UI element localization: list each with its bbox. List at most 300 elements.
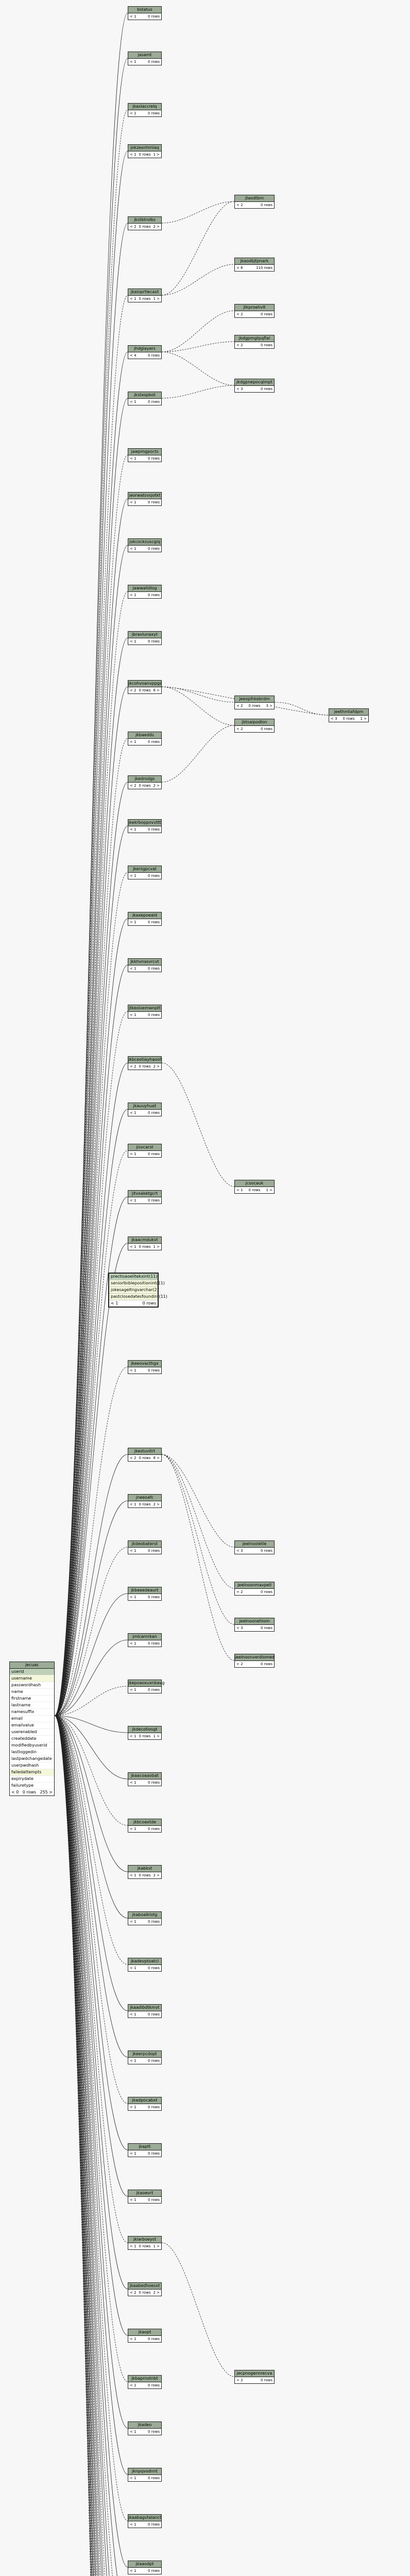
table-name: jkcohvoanvppgs [128,681,161,687]
stat-parents: < 1 [130,60,136,64]
table-name: jkaopt [128,2329,161,2336]
column: firstname [10,1696,54,1702]
edge-t14 [55,687,128,1716]
table-stats [128,873,161,879]
table-r12 [234,1618,275,1632]
stat-parents: < 3 [331,717,337,721]
stat-parents: < 1 [130,639,136,643]
table-name: jkaabagvtalanct [128,2515,161,2521]
stat-children: 8 > [153,1456,160,1460]
table-stats [235,2377,274,2383]
column-type: int(11) [151,1281,165,1285]
table-t48 [128,2375,162,2389]
stat-parents: < 1 [130,827,136,832]
stat-rows: 0 rows [147,1641,160,1646]
table-stats [128,1965,161,1971]
table-t33 [128,1680,165,1693]
column: lastname [10,1702,54,1709]
edge-t59 [55,1716,128,2576]
table-name: jkdgpmgtpqflal [235,335,274,342]
stat-parents: < 2 [130,688,136,692]
table-t15 [128,732,162,745]
table-name: jkaslaccrelq [128,104,161,110]
edge-t62 [55,1716,128,2576]
edge-t28-r10 [162,1454,234,1547]
table-r14 [234,2370,275,2384]
stat-parents: < 1 [130,500,136,504]
table-t12 [128,585,162,599]
table-name: jkabkst [128,1866,161,1872]
table-t30 [128,1540,162,1554]
stat-rows: 0 rows [147,400,160,404]
stat-rows: 0 rows [139,688,151,692]
table-t25 [128,1190,162,1204]
table-stats [128,1501,161,1507]
stat-parents: < 1 [130,874,136,878]
stat-parents: < 2 [130,784,136,788]
stat-parents: < 1 [130,400,136,404]
stat-children: 2 > [153,1873,160,1877]
edge-t65 [55,1716,128,2576]
table-t17 [128,819,162,833]
edge-t58 [55,1716,128,2576]
table-stats [128,1012,161,1018]
summary-table-rows [109,1274,167,1300]
column: userpwdhash [10,1762,54,1769]
stat-rows: 0 rows [139,1456,151,1460]
table-stats [128,1367,161,1374]
edge-t30 [55,1547,128,1716]
table-stats [235,703,274,709]
stat-rows: 0 rows [147,60,160,64]
table-stats [128,2475,161,2481]
stat-rows: 0 rows [147,1688,160,1692]
table-name: jkestuvitrt [128,1448,161,1455]
stat-rows: 0 rows [147,740,160,744]
table-name: jkaaodpt [128,2561,161,2568]
table-stats [235,726,274,732]
stat-rows: 0 rows [147,1595,160,1599]
stat-rows: 0 rows [260,203,272,207]
table-name: jkaabedhoesxt [128,2283,161,2290]
table-t22 [128,1056,162,1070]
stat-parents: < 2 [236,1662,243,1666]
table-stats [128,110,161,116]
stat-parents: < 2 [130,1064,136,1069]
stat-rows: 0 rows [142,1301,156,1306]
summary-table [108,1273,167,1308]
stat-rows: 0 rows [147,1013,160,1017]
table-t38 [128,1911,162,1925]
column [109,1274,158,1280]
table-t19 [128,912,162,926]
stat-parents: < 6 [236,266,243,270]
table-t51 [128,2514,162,2528]
edge-t7 [55,352,128,1716]
column: failedattempts [10,1769,54,1776]
edge-t41 [55,1716,128,2057]
table-stats [128,1151,161,1157]
edge-t7-r4 [162,342,234,352]
edge-t44 [55,1716,128,2196]
column: emailvalue [10,1722,54,1729]
table-stats [235,202,274,208]
table-name: jtkproehvlt [235,304,274,311]
table-name: jhdglayers [128,346,161,352]
stat-children: 1 > [360,717,367,721]
stat-children: 2 > [153,2291,160,2295]
table-t35 [128,1772,162,1786]
stat-rows: 0 rows [260,1590,272,1594]
stat-parents: < 1 [130,14,136,19]
stat-parents: < 1 [111,1301,118,1306]
edge-t64 [55,1716,128,2576]
column: email [10,1716,54,1722]
column-name: prectisaoelitekx [111,1274,144,1279]
edge-t22 [55,1063,128,1716]
column: userenabled [10,1729,54,1736]
column: namesuffix [10,1709,54,1716]
table-stats [128,919,161,925]
stat-parents: < 1 [130,593,136,597]
table-stats [235,265,274,271]
stat-rows: 0 rows [147,920,160,924]
table-name: jbravlunaxyt [128,632,161,638]
table-t16 [128,775,162,789]
table-name: jkbceotiayhaoolt [128,1057,161,1063]
table-name: jknpqvodnnt [128,2468,161,2475]
table-name: jkeeovacthgx [128,1361,161,1367]
stat-children: 1 > [153,152,160,157]
edge-t45 [55,1716,128,2243]
stat-parents: < 1 [130,456,136,461]
stat-children: 1 > [153,2244,160,2248]
edge-t34 [55,1716,128,1733]
stat-rows: 0 rows [147,1368,160,1372]
table-stats [128,2568,161,2574]
stat-rows: 0 rows [260,2378,272,2382]
table-stats [235,1625,274,1631]
table-t3 [128,103,162,117]
stat-rows: 0 rows [139,1502,151,1506]
table-name: jisvcarst [128,1144,161,1151]
table-t24 [128,1144,162,1158]
stat-parents: < 1 [130,2476,136,2480]
edge-t69 [55,1716,128,2576]
edge-t4 [55,151,128,1716]
table-name: jkdecotlosgt [128,1726,161,1733]
edge-t43 [55,1716,128,2150]
table-name: jeeoplhkebrdm [235,696,274,703]
stat-parents: < 1 [130,111,136,115]
edge-t36 [55,1716,128,1825]
table-t52 [128,2561,162,2574]
stat-parents: < 1 [130,1781,136,1785]
table-name: jkauuyhuat [128,1103,161,1110]
table-t49 [128,2421,162,2435]
stat-rows: 0 rows [147,2476,160,2480]
column [109,1280,165,1287]
table-stats [128,224,161,230]
stat-rows: 0 rows [147,1549,160,1553]
table-t7 [128,345,162,359]
edge-t7-r3 [162,311,234,352]
table-stats [128,1197,161,1204]
edge-t39 [55,1716,128,1964]
edge-t48 [55,1716,128,2382]
edge-t57 [55,1716,128,2576]
table-t21 [128,1005,162,1019]
stat-rows: 0 rows [147,353,160,358]
stat-rows: 0 rows [139,1734,151,1738]
stat-rows: 0 rows [147,2569,160,2573]
stat-parents: < 1 [130,2337,136,2341]
table-t34 [128,1726,162,1740]
table-stats [128,499,161,505]
stat-rows: 0 rows [147,1827,160,1831]
table-stats [128,2382,161,2388]
table-stats [128,1919,161,1925]
column: userid [10,1669,54,1675]
table-stats [235,1548,274,1554]
stat-rows: 0 rows [147,456,160,461]
table-t18 [128,866,162,879]
table-name: bstatus [128,7,161,13]
table-name: jkdeobaterst [128,1541,161,1548]
edge-t17 [55,826,128,1716]
table-stats [128,13,161,20]
edge-t37 [55,1716,128,1872]
table-stats [128,2290,161,2296]
table-t1 [128,6,162,20]
edge-t68 [55,1716,128,2576]
edge-t6-r1 [162,201,234,295]
edge-t45-r14 [162,2243,234,2377]
table-t36 [128,1819,162,1833]
table-r3 [234,304,275,318]
stat-rows: 0 rows [147,1198,160,1202]
table-stats [128,455,161,462]
table-name: jeelnoonverdlomed [235,1654,274,1661]
table-name: jkbcoaxtde [128,1819,161,1826]
table-stats [329,716,368,722]
column-name: jokesageltng [111,1287,137,1292]
column: passwordhash [10,1682,54,1689]
table-t37 [128,1865,162,1879]
edge-t47 [55,1716,128,2335]
stat-rows: 0 rows [260,312,272,316]
edge-t55 [55,1716,128,2576]
stat-children: 1 > [153,297,160,301]
table-stats [128,352,161,359]
table-stats [235,1661,274,1667]
table-stats [128,1110,161,1116]
stat-rows: 0 rows [147,2430,160,2434]
edge-r6-r8 [275,702,329,715]
stat-parents: < 1 [130,1152,136,1156]
stat-rows: 0 rows [260,727,272,731]
edge-t5 [55,223,128,1716]
table-r1 [234,195,275,209]
stat-rows: 0 rows [139,297,151,301]
stat-rows: 0 rows [248,1188,261,1192]
stat-parents: < 1 [130,1734,136,1738]
stat-parents: < 1 [130,1245,136,1249]
stat-rows: 0 rows [260,387,272,391]
stat-parents: < 2 [130,2291,136,2295]
edge-t8 [55,398,128,1716]
edge-t28-r12 [162,1454,234,1624]
stat-children: 8 > [153,688,160,692]
edge-t2 [55,58,128,1716]
edge-t20 [55,965,128,1716]
table-t6 [128,289,162,302]
stat-rows: 0 rows [139,2291,151,2295]
column: expirydate [10,1776,54,1783]
table-stats [128,592,161,598]
stat-rows: 0 rows [139,2244,151,2248]
stat-parents: < 1 [130,2569,136,2573]
table-t31 [128,1587,162,1601]
table-t5 [128,216,162,230]
stat-parents: < 1 [130,1688,136,1692]
edge-t40 [55,1716,128,2011]
table-stats [128,1826,161,1832]
table-r2 [234,258,275,272]
table-name: jkbaedds [128,732,161,739]
stat-rows: 0 rows [260,1626,272,1630]
stat-parents: < 1 [130,1013,136,1017]
edge-t24 [55,1150,128,1716]
stat-parents: < 1 [130,920,136,924]
table-t13 [128,631,162,645]
column [109,1294,167,1300]
edge-t31 [55,1594,128,1716]
table-name: jkaacoaaobat [128,1773,161,1780]
table-stats [235,1187,274,1193]
edge-t16 [55,782,128,1716]
stat-parents: < 2 [236,2378,243,2382]
edge-t29 [55,1501,128,1716]
table-stats [128,151,161,158]
stat-children: 1 > [153,1734,160,1738]
table-t20 [128,958,162,972]
table-name: jkaoeort [128,2190,161,2197]
table-t28 [128,1448,162,1462]
table-t40 [128,2004,162,2018]
column [109,1287,158,1294]
column: lastpwdchangedate [10,1756,54,1762]
edge-t23 [55,1109,128,1716]
edge-t22-r9 [162,1063,234,1187]
edge-t15 [55,738,128,1716]
table-stats [235,311,274,317]
table-stats [128,1063,161,1070]
table-name: jasamt [128,52,161,59]
stat-parents: < 1 [130,1873,136,1877]
table-stats [128,2150,161,2157]
stat-rows: 0 rows [260,343,272,347]
table-name: jkadpocabxt [128,2097,161,2104]
table-stats [128,826,161,833]
table-t44 [128,2190,162,2204]
stat-parents: < 3 [236,1626,243,1630]
edge-t27 [55,1367,128,1716]
table-t46 [128,2282,162,2296]
stat-rows: 0 rows [139,1245,151,1249]
stat-children: 2 > [153,225,160,229]
table-name: jneeoafc [128,1495,161,1501]
table-stats [235,1589,274,1595]
stat-parents: < 4 [130,353,136,358]
stat-rows: 0 rows [22,1790,37,1794]
table-name: jtkeolxemwnptt [128,1005,161,1012]
table-name: jkadeo [128,2422,161,2429]
edge-t51 [55,1716,128,2521]
edge-t35 [55,1716,128,1779]
edge-t11 [55,545,128,1716]
stat-rows: 0 rows [147,1152,160,1156]
table-t43 [128,2143,162,2157]
edge-t1 [55,13,128,1716]
stat-children: 1 > [153,1245,160,1249]
edge-t28-r11 [162,1454,234,1588]
table-name: jkaacmdukvt [128,1237,161,1244]
stat-parents: < 1 [130,1549,136,1553]
table-t14 [128,680,162,694]
stat-children: 2 > [153,784,160,788]
table-t2 [128,52,162,65]
table-stats [128,1733,161,1739]
users-table-name: jecuas [10,1662,54,1669]
edge-t5-r1 [162,201,234,223]
table-stats [128,296,161,302]
stat-parents: < 2 [236,1590,243,1594]
edge-t12 [55,591,128,1716]
stat-rows: 0 rows [260,1549,272,1553]
table-name: jcsocauk [235,1180,274,1187]
table-r13 [234,1654,275,1668]
stat-rows: 0 rows [139,1064,151,1069]
table-stats [128,2243,161,2249]
edge-t46 [55,1716,128,2289]
edge-t66 [55,1716,128,2576]
table-r10 [234,1540,275,1554]
edge-t71 [55,1716,128,2576]
edge-t70 [55,1716,128,2576]
stat-parents: < 1 [130,1502,136,1506]
edge-t13 [55,638,128,1716]
table-name: jeethmtafdpm [329,709,368,716]
stat-parents: < 1 [130,1827,136,1831]
table-t10 [128,492,162,506]
stat-parents: < 2 [236,343,243,347]
table-stats [128,2104,161,2110]
edge-t7-r5 [162,352,234,385]
stat-rows: 0 rows [147,2383,160,2387]
stat-rows: 0 rows [147,1920,160,1924]
stat-parents: < 1 [236,1188,243,1192]
table-name: jkaboalklotg [128,1912,161,1919]
table-name: jbtsaipodlon [235,719,274,726]
table-stats [128,2336,161,2342]
table-t27 [128,1360,162,1374]
stat-parents: < 1 [130,2012,136,2016]
stat-rows: 0 rows [147,547,160,551]
table-name: jeelnoonehlom [235,1618,274,1625]
table-r9 [234,1180,275,1194]
edge-t21 [55,1011,128,1716]
